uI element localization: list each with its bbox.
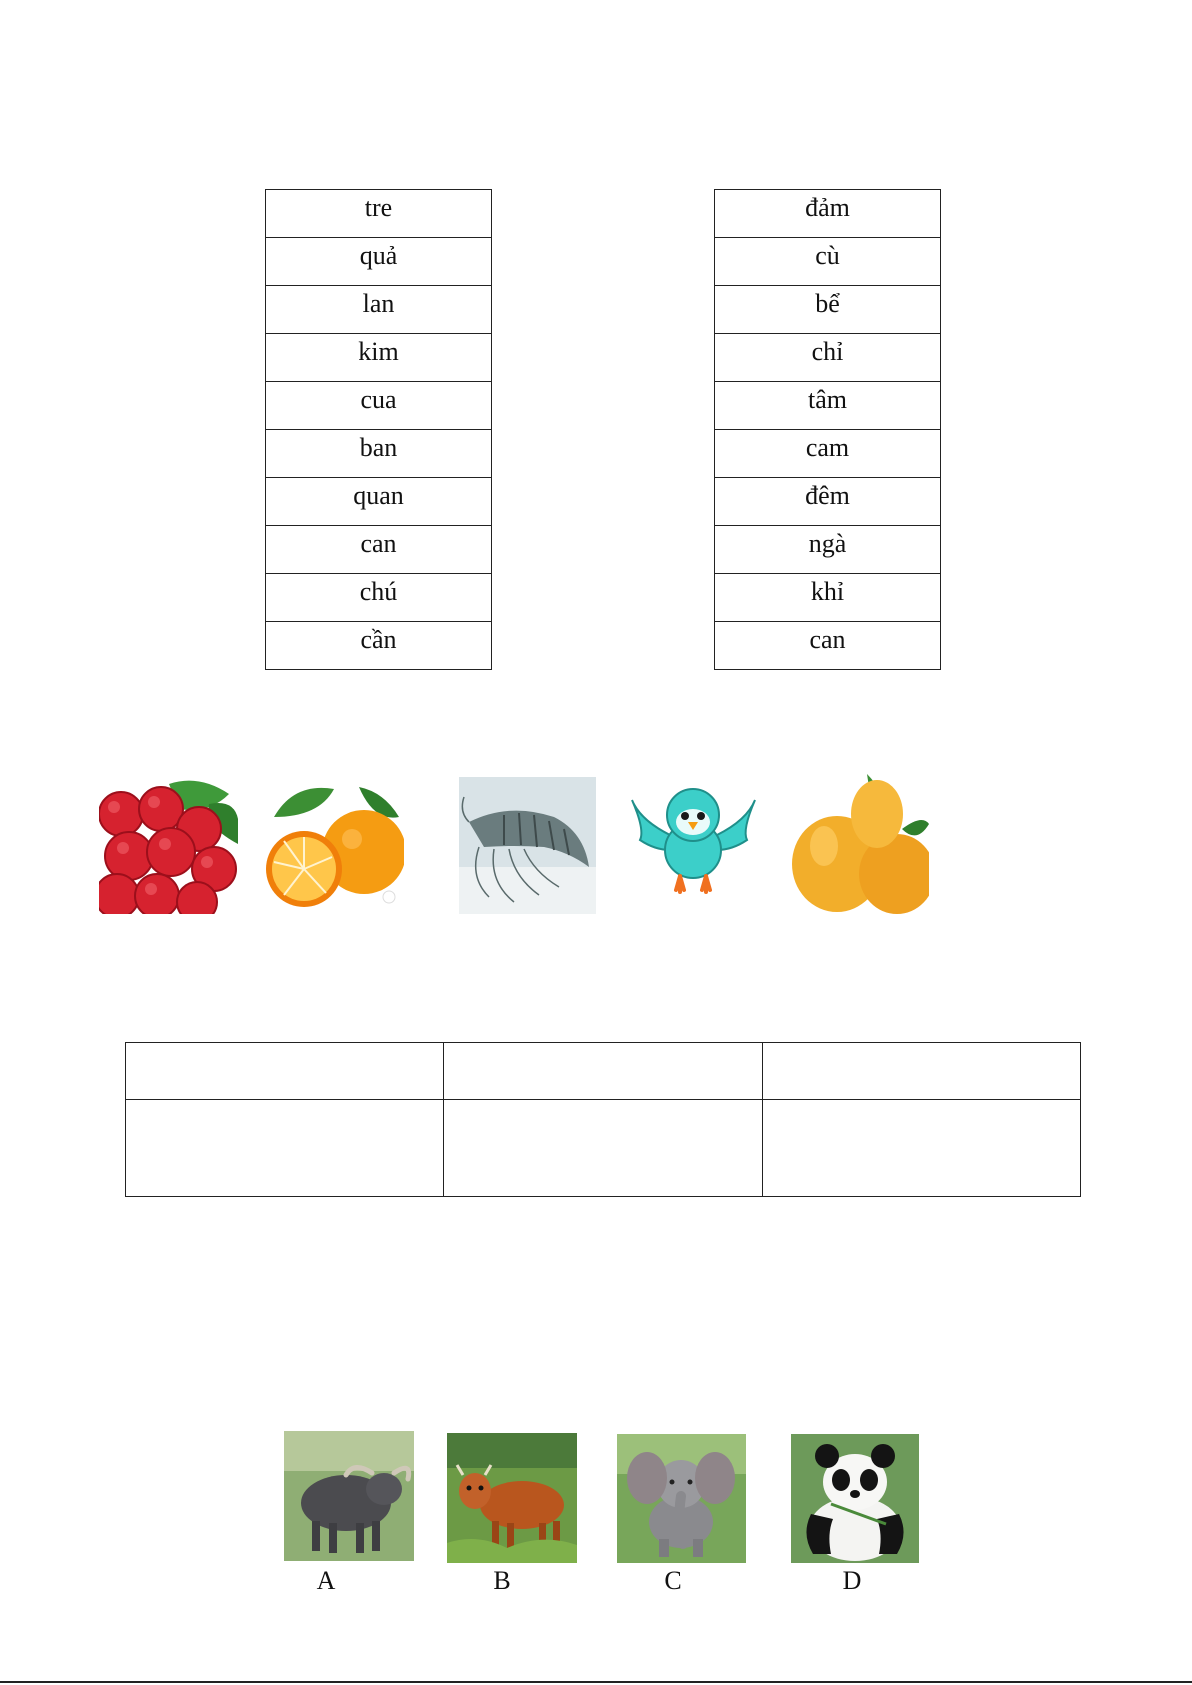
left-word-cell: chú (266, 574, 492, 622)
shrimp-icon (459, 777, 596, 914)
elephant-icon (617, 1434, 746, 1563)
right-word-column (714, 189, 941, 670)
answer-cell[interactable] (126, 1043, 444, 1100)
option-letter-b: B (493, 1566, 511, 1595)
right-word-cell: can (715, 622, 941, 670)
cow-icon (447, 1433, 577, 1563)
left-word-column (265, 189, 492, 670)
left-word-cell: quả (266, 238, 492, 286)
option-letter-d: D (842, 1566, 862, 1595)
panda-icon (791, 1434, 919, 1563)
bird-icon (630, 780, 757, 900)
right-word-cell: đảm (715, 190, 941, 238)
left-word-cell: can (266, 526, 492, 574)
left-word-cell: ban (266, 430, 492, 478)
left-word-cell: cần (266, 622, 492, 670)
answer-cell[interactable] (444, 1043, 762, 1100)
right-word-cell: ngà (715, 526, 941, 574)
answer-cell[interactable] (444, 1100, 762, 1197)
right-word-cell: cù (715, 238, 941, 286)
right-word-cell: tâm (715, 382, 941, 430)
option-letter-a: A (316, 1566, 336, 1595)
page-bottom-rule (0, 1681, 1192, 1683)
left-word-cell: kim (266, 334, 492, 382)
left-word-cell: tre (266, 190, 492, 238)
answer-cell[interactable] (126, 1100, 444, 1197)
option-letter-c: C (664, 1566, 682, 1595)
answer-cell[interactable] (762, 1043, 1080, 1100)
answer-cell[interactable] (762, 1100, 1080, 1197)
left-word-cell: cua (266, 382, 492, 430)
right-word-cell: khỉ (715, 574, 941, 622)
answer-table (125, 1042, 1081, 1197)
right-word-cell: cam (715, 430, 941, 478)
right-word-cell: đêm (715, 478, 941, 526)
orange-icon (264, 777, 404, 914)
right-word-cell: chỉ (715, 334, 941, 382)
rambutan-icon (99, 774, 238, 914)
right-word-cell: bể (715, 286, 941, 334)
buffalo-icon (284, 1431, 414, 1561)
left-word-cell: quan (266, 478, 492, 526)
left-word-cell: lan (266, 286, 492, 334)
mango-icon (792, 774, 929, 914)
